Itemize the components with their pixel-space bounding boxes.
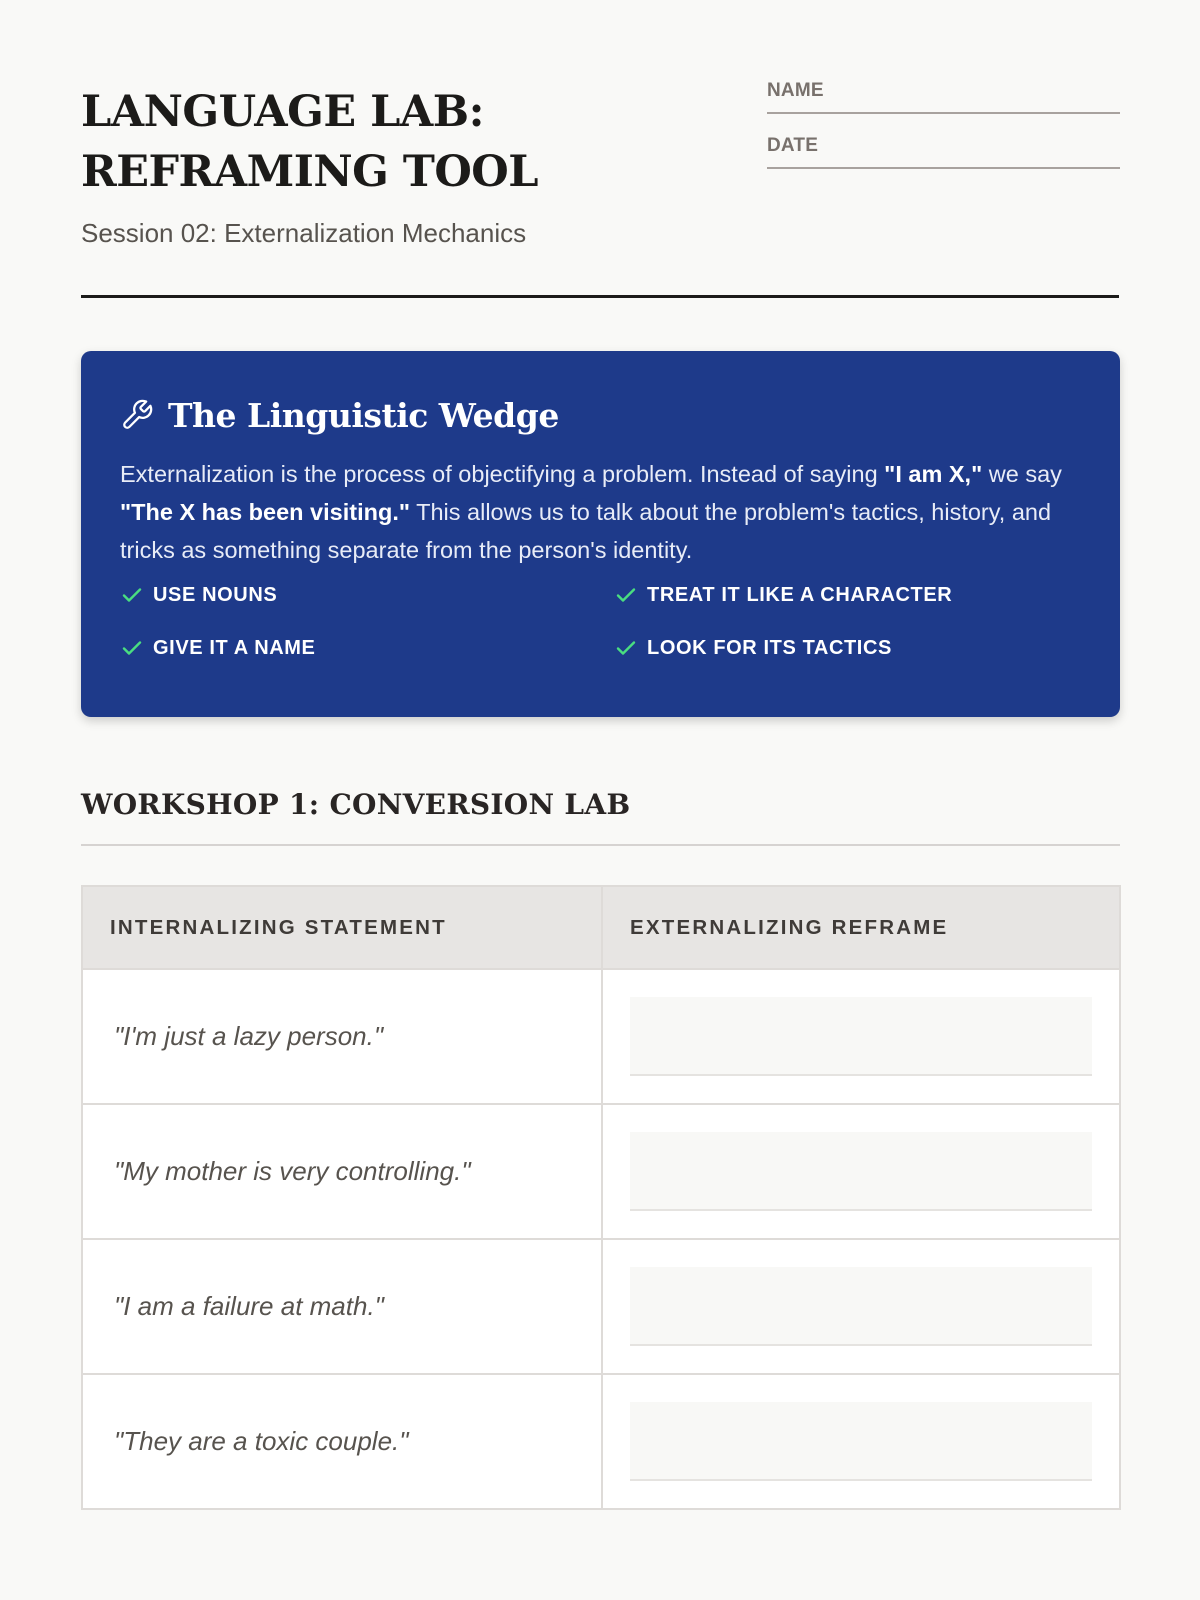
internalizing-statement: "They are a toxic couple." (82, 1374, 602, 1509)
checklist-item-label: LOOK FOR ITS TACTICS (647, 636, 892, 659)
checklist-item-label: USE NOUNS (153, 583, 278, 606)
reframe-cell (602, 969, 1120, 1104)
check-icon (120, 583, 144, 607)
checklist-item-label: TREAT IT LIKE A CHARACTER (647, 583, 953, 606)
checklist-item (614, 583, 952, 607)
table-row (82, 1374, 1120, 1509)
column-header-internalizing: INTERNALIZING STATEMENT (82, 886, 602, 969)
body-text-1: Externalization is the process of objectifying a problem. Instead of saying (120, 461, 885, 487)
body-emphasis-2: "The X has been visiting." (120, 499, 410, 525)
name-label: NAME (767, 80, 824, 101)
table-row (82, 1239, 1120, 1374)
internalizing-statement: "I am a failure at math." (82, 1239, 602, 1374)
reframe-input[interactable] (630, 1402, 1092, 1481)
reframe-cell (602, 1104, 1120, 1239)
worksheet-header (81, 0, 1119, 298)
date-label: DATE (767, 135, 819, 156)
name-field[interactable] (767, 80, 1120, 114)
checklist-item (120, 583, 277, 607)
page-title (81, 82, 681, 202)
reframe-cell (602, 1239, 1120, 1374)
wrench-icon (120, 398, 154, 432)
concept-header (120, 391, 559, 439)
table-row (82, 969, 1120, 1104)
workshop-title: WORKSHOP 1: CONVERSION LAB (81, 788, 631, 821)
table-header-row (82, 886, 1120, 969)
body-text-3: This allows us to talk about the problem's tactics, history, and tricks as something separate from the person's identity. (120, 499, 1052, 563)
checklist-item-label: GIVE IT A NAME (153, 636, 316, 659)
reframe-input[interactable] (630, 997, 1092, 1076)
concept-box (81, 351, 1120, 717)
body-text-2: we say (982, 461, 1062, 487)
check-icon (120, 636, 144, 660)
reframe-input[interactable] (630, 1267, 1092, 1346)
date-field[interactable] (767, 135, 1120, 169)
reframe-input[interactable] (630, 1132, 1092, 1211)
conversion-table (81, 885, 1121, 1510)
section-divider (81, 844, 1120, 846)
session-subtitle: Session 02: Externalization Mechanics (81, 218, 527, 248)
title-line-1: LANGUAGE LAB: (81, 87, 484, 137)
body-emphasis-1: "I am X," (884, 461, 983, 487)
concept-body (120, 455, 1085, 569)
column-header-externalizing: EXTERNALIZING REFRAME (602, 886, 1120, 969)
checklist-item (614, 636, 892, 660)
internalizing-statement: "I'm just a lazy person." (82, 969, 602, 1104)
reframe-cell (602, 1374, 1120, 1509)
check-icon (614, 583, 638, 607)
internalizing-statement: "My mother is very controlling." (82, 1104, 602, 1239)
concept-title: The Linguistic Wedge (168, 395, 559, 435)
check-icon (614, 636, 638, 660)
table-row (82, 1104, 1120, 1239)
title-line-2: REFRAMING TOOL (81, 147, 538, 197)
checklist-item (120, 636, 315, 660)
